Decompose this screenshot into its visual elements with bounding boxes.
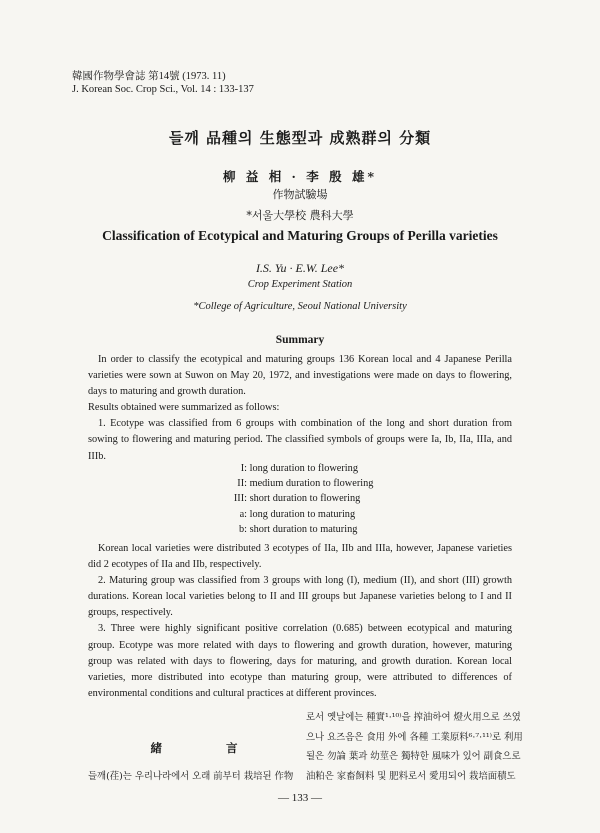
group-definitions <box>227 461 373 537</box>
definition-text: medium duration to flowering <box>249 478 374 490</box>
definition-text: long duration to maturing <box>249 508 356 520</box>
definition-row <box>227 491 373 506</box>
summary-results-intro: Results obtained were summarized as follows: <box>88 402 280 414</box>
title-korean: 들깨 品種의 生態型과 成熟群의 分類 <box>168 129 432 147</box>
definition-text: long duration to flowering <box>249 463 358 474</box>
authors-korean: 柳 益 相 · 李 殷 雄* <box>223 169 377 184</box>
introduction-line: 로서 옛날에는 種實¹·¹⁰⁾을 搾油하여 燈火用으로 쓰였 <box>306 712 521 723</box>
summary-heading: Summary <box>275 334 325 346</box>
definition-key: II: <box>237 478 247 490</box>
authors-english: I.S. Yu · E.W. Lee* <box>255 261 345 275</box>
journal-citation-korean: 韓國作物學會誌 第14號 (1973. 11) <box>72 71 226 82</box>
summary-item-1-continued: Korean local varieties were distributed 3 ecotypes of IIa, IIb and IIIa, however, Japanese varieties did 2 ecotypes of IIa and IIb, respectively. <box>88 543 512 571</box>
introduction-line: 될은 勿論 葉과 幼莖은 獨特한 風味가 있어 副食으로 <box>306 751 521 762</box>
introduction-right-column <box>306 708 524 786</box>
definition-key: a: <box>239 508 247 520</box>
definition-key: III: <box>233 493 247 505</box>
summary-item-3: 3. Three were highly significant positive correlation (0.685) between ecotypical and maturing group. Ecotype was more related with days to flowering and growth duration, however, maturing group was related with days to flowering, days for maturing, and growth duration. Korean local varieties, more distributed into ecotype than maturing group, were attributed to differences of environmental conditions and cultural practices at different provinces. <box>88 623 512 699</box>
definition-text: short duration to flowering <box>249 493 361 505</box>
summary-item-2: 2. Maturing group was classified from 3 groups with long (I), medium (II), and short (III) growth durations. Korean local varieties belong to II and III groups but Japanese varieties belong to I and II groups, respectively. <box>88 575 512 619</box>
summary-item-1: 1. Ecotype was classified from 6 groups with combination of the long and short duration from sowing to flowering and maturing period. The classified symbols of groups were Ia, Ib, IIa, IIIa, and IIIb. <box>88 418 512 462</box>
title-english: Classification of Ecotypical and Maturing Groups of Perilla varieties <box>102 228 498 243</box>
introduction-left-column <box>88 740 300 782</box>
affiliation-korean-2: *서울大學校 農科大學 <box>246 209 354 222</box>
affiliation-korean-1: 作物試驗場 <box>272 188 328 201</box>
definition-row <box>227 461 373 476</box>
definition-row <box>227 522 373 537</box>
affiliation-english-1: Crop Experiment Station <box>247 279 353 290</box>
introduction-line: 으나 요즈음은 食用 外에 各種 工業原料⁶·⁷·¹¹⁾로 利用 <box>306 731 523 743</box>
journal-header <box>72 70 254 96</box>
introduction-first-line: 들깨(荏)는 우리나라에서 오래 前부터 栽培된 作物 <box>88 771 294 782</box>
definition-text: short duration to maturing <box>249 523 358 535</box>
journal-citation-english: J. Korean Soc. Crop Sci., Vol. 14 : 133-137 <box>72 84 254 95</box>
affiliation-english-2: *College of Agriculture, Seoul National University <box>193 301 407 312</box>
page-number: — 133 — <box>278 792 322 804</box>
introduction-heading: 緒 言 <box>150 741 268 755</box>
summary-body-part1 <box>88 352 512 465</box>
introduction-line: 油粕은 家畜飼料 및 肥料로서 愛用되어 栽培面積도 <box>306 770 516 782</box>
summary-body-part2 <box>88 541 512 702</box>
summary-intro: In order to classify the ecotypical and maturing groups 136 Korean local and 4 Japanese Perilla varieties were sown at Suwon on May 20, 1972, and investigations were made on days to flowering, days to maturing and growth duration. <box>88 354 512 398</box>
definition-key: b: <box>238 523 247 535</box>
definition-row <box>227 507 373 522</box>
definition-row <box>227 476 373 491</box>
definition-key: I: <box>240 463 247 474</box>
